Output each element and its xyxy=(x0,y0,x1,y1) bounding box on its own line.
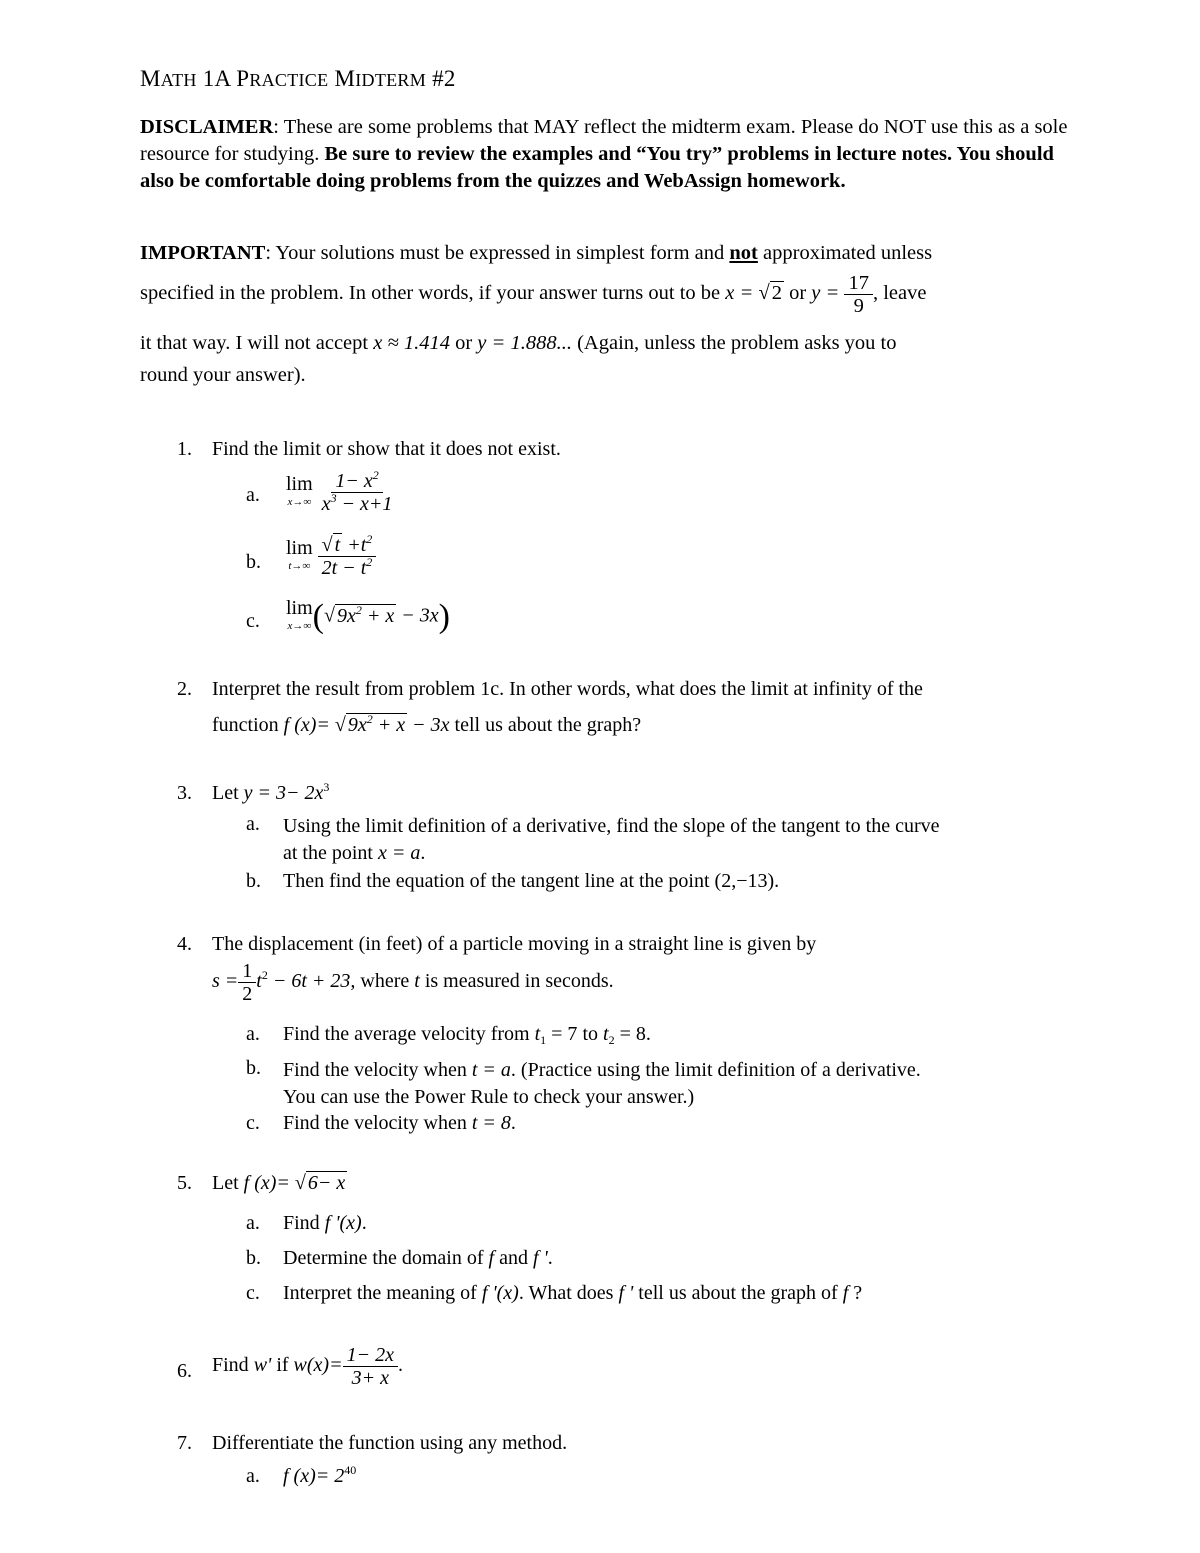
problem-1a-expression: lim x→∞ $\frac{1- x^2}{x^3 - x+1}$ xyxy=(286,468,393,515)
disclaimer-paragraph xyxy=(140,114,1070,195)
problem-1c-label: c. xyxy=(246,610,260,632)
problem-2-line-2: function f (x)= √ $9x^2 + x - 3x$ tell us about the graph? xyxy=(212,712,642,736)
page-title: MATH 1A PRACTICE MIDTERM #2 xyxy=(140,66,456,91)
problem-6-number: 6. xyxy=(177,1360,192,1382)
problem-4a-text: Find the average velocity from $t_1 = 7$ to $t_2 = 8$. xyxy=(283,1023,651,1047)
problem-7a-label: a. xyxy=(246,1465,260,1487)
important-label: IMPORTANT xyxy=(140,242,266,264)
important-line-2: specified in the problem. In other words, if your answer turns out to be x = √2 or y = $\frac{17}{9}$ , leave xyxy=(140,272,927,317)
problem-7a-text: f $(x)= 2^{40}$ xyxy=(283,1463,357,1487)
problem-5-text: Let f (x)= √ 6− x xyxy=(212,1172,346,1194)
problem-4c-label: c. xyxy=(246,1112,260,1134)
problem-4-line-1: The displacement (in feet) of a particle moving in a straight line is given by xyxy=(212,933,817,955)
problem-3-number: 3. xyxy=(177,782,192,804)
problem-5-number: 5. xyxy=(177,1172,192,1194)
problem-3a-text: Using the limit definition of a derivative, find the slope of the tangent to the curve at the point x = a. xyxy=(283,815,940,864)
problem-5a-label: a. xyxy=(246,1212,260,1234)
problem-3-text: Let $y = 3- 2x^3$ xyxy=(212,780,330,804)
problem-1a-label: a. xyxy=(246,484,260,506)
problem-5b-text: Determine the domain of f and f '. xyxy=(283,1247,553,1269)
problem-4-equation: s = $\frac{1}{2}$ $t^2 - 6t + 23$, where t is measured in seconds. xyxy=(212,960,614,1005)
problem-6-text: Find w' if w(x)= $\frac{1- 2x}{3+ x}$ . xyxy=(212,1344,403,1389)
problem-7-number: 7. xyxy=(177,1432,192,1454)
problem-4c-text: Find the velocity when t = 8. xyxy=(283,1112,516,1134)
disclaimer-text: : These are some problems that MAY reflect the midterm exam. Please do NOT use this as a sole resource for studying. xyxy=(140,116,1068,165)
problem-1-text: Find the limit or show that it does not exist. xyxy=(212,438,561,460)
problem-5c-text: Interpret the meaning of f '(x). What does f ' tell us about the graph of f ? xyxy=(283,1282,863,1304)
problem-1b-expression: lim t→∞ $\frac{√ t +t^2}{2t - t^2}$ xyxy=(286,534,376,579)
problem-3a-label: a. xyxy=(246,813,260,835)
sqrt-two: 2 xyxy=(771,282,782,305)
disclaimer-label: DISCLAIMER xyxy=(140,116,274,138)
important-line-1: IMPORTANT: Your solutions must be expressed in simplest form and not approximated unless xyxy=(140,242,933,264)
problem-1c-expression: lim x→∞ (√ $9x^2 + x - 3x$) xyxy=(286,597,450,635)
problem-2-number: 2. xyxy=(177,678,192,700)
problem-5c-label: c. xyxy=(246,1282,260,1304)
problem-7-text: Differentiate the function using any method. xyxy=(212,1432,568,1454)
problem-2-line-1: Interpret the result from problem 1c. In other words, what does the limit at infinity of the xyxy=(212,678,923,700)
not-emphasis: not xyxy=(729,242,758,264)
problem-3b-label: b. xyxy=(246,870,261,892)
important-line-3: it that way. I will not accept x ≈ 1.414 or y = 1.888... (Again, unless the problem asks you to xyxy=(140,332,897,354)
important-line-4: round your answer). xyxy=(140,364,306,386)
problem-5a-text: Find f '(x). xyxy=(283,1212,367,1234)
problem-5b-label: b. xyxy=(246,1247,261,1269)
problem-4b-text: Find the velocity when t = a. (Practice using the limit definition of a derivative. You can use the Power Rule to check your answer.) xyxy=(283,1059,921,1108)
problem-4a-label: a. xyxy=(246,1023,260,1045)
problem-4-number: 4. xyxy=(177,933,192,955)
problem-3b-text: Then find the equation of the tangent line at the point (2,−13). xyxy=(283,870,780,892)
problem-4b-label: b. xyxy=(246,1057,261,1079)
fraction-17-9: $\frac{17}{9}$ xyxy=(844,272,873,317)
problem-1-number: 1. xyxy=(177,438,192,460)
problem-1b-label: b. xyxy=(246,551,261,573)
disclaimer-bold-text: Be sure to review the examples and “You try” problems in lecture notes. You should also be comfortable doing problems from the quizzes and WebAssign homework. xyxy=(140,143,1054,192)
